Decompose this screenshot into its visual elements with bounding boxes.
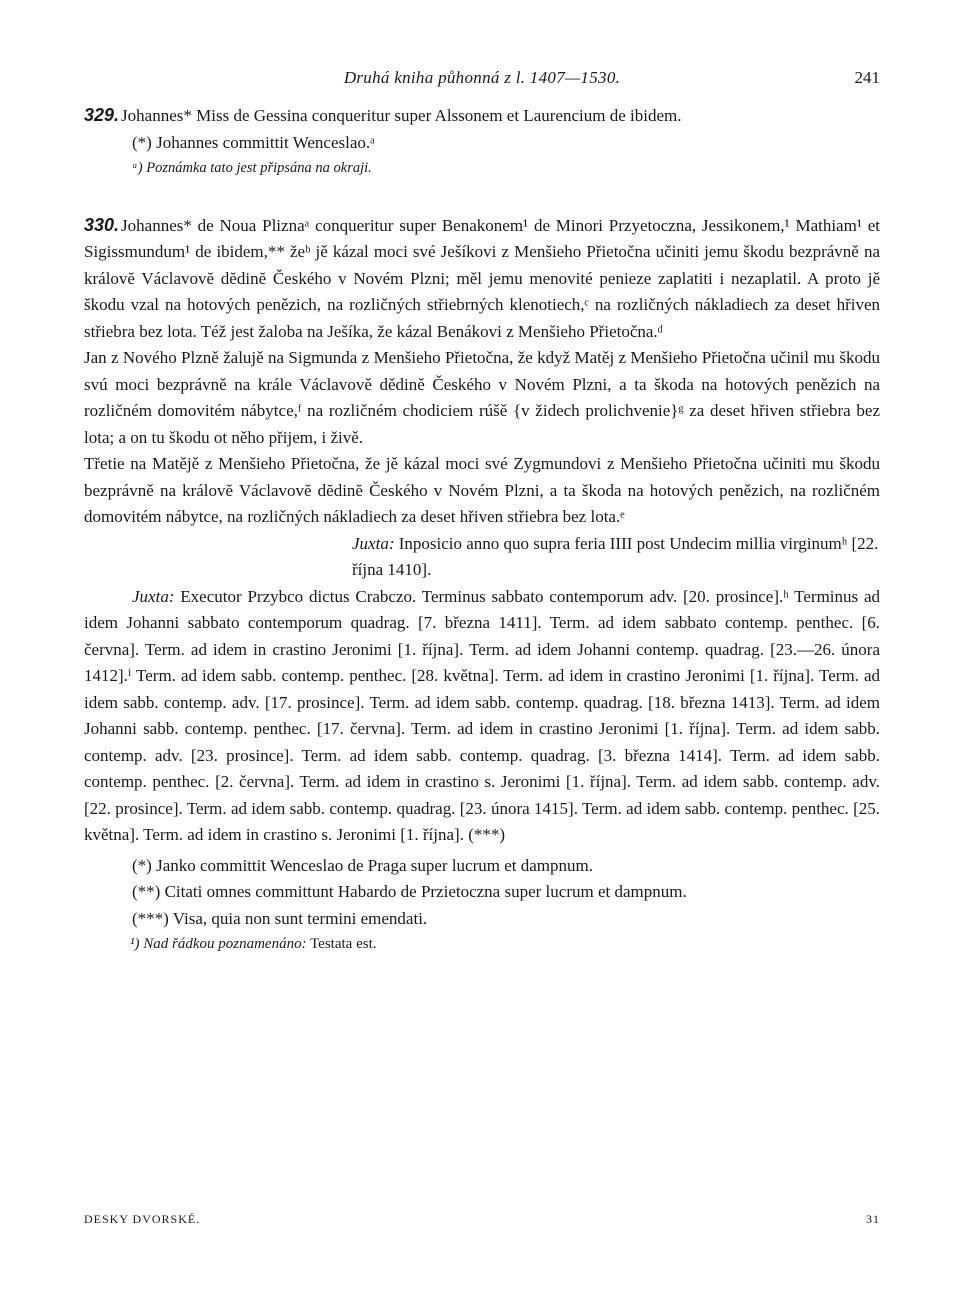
footnote: (**) Citati omnes committunt Habardo de Przietoczna super lucrum et dampnum.: [132, 882, 687, 901]
juxta-text: Inposicio anno quo supra feria IIII post Undecim millia virginumʰ [22. října 1410].: [352, 533, 879, 579]
footnote-text: Testata est.: [310, 936, 377, 952]
entry-paragraph: Jan z Nového Plzně žalujě na Sigmunda z Menšieho Přietočna, že když Matěj z Menšieho Přietočna učinil mu škodu svú moci bezprávně na krále Václavově dědině Českého v Novém Plzni, a ta škoda na hotových penězich na rozličném domovitém nábytce,ᶠ na rozličném chodiciem rúšě {v židech prolichvenie}ᵍ za deset hřiven střiebra bez lota; a on tu škodu ot něho přijem, i živě.: [84, 348, 880, 447]
footnote: (*) Janko committit Wenceslao de Praga super lucrum et dampnum.: [132, 855, 593, 875]
footnote: (***) Visa, quia non sunt termini emendati.: [132, 908, 428, 928]
entry-paragraph: Johannes* de Noua Pliznaᵃ conqueritur super Benakonem¹ de Minori Przyetoczna, Jessikonem,¹ Mathiam¹ et Sigissmundum¹ de ibidem,** žeᵇ jě kázal moci své Ješíkovi z Menšieho Přietočna učiniti jemu škodu bezprávně na královĕ Václavovĕ dĕdinĕ Českého v Novém Plzni; měl jemu menovité penieze zaplatiti i nezaplatil. A proto jě škodu vzal na hotových penězich, na rozličných střiebrných klenotiech,ᶜ na rozličných nákladiech za deset hřiven střiebra bez lota. Též jest žaloba na Ješíka, že kázal Benákovi z Menšieho Přietočna.ᵈ: [84, 215, 880, 341]
terms-text: Executor Przybco dictus Crabczo. Terminus sabbato contemporum adv. [20. prosince].ʰ Terminus ad idem Johanni sabbato contemporum quadrag. [7. března 1411]. Term. ad idem sabbato contemp. penthec. [6. června]. Term. ad idem in crastino Jeronimi [1. října]. Term. ad idem Johanni contemp. quadrag. [23.—26. února 1412].ⁱ Term. ad idem sabb. contemp. penthec. [28. května]. Term. ad idem in crastino Jeronimi [1. října]. Term. ad idem sabb. contemp. adv. [17. prosince]. Term. ad idem sabb. contemp. quadrag. [18. března 1413]. Term. ad idem Johanni sabb. contemp. penthec. [17. června]. Term. ad idem in crastino Jeronimi [1. října]. Term. ad idem sabb. contemp. adv. [23. prosince]. Term. ad idem sabb. contemp. quadrag. [3. března 1414]. Term. ad idem sabb. contemp. penthec. [2. června]. Term. ad idem in crastino s. Jeronimi [1. října]. Term. ad idem sabb. contemp. adv. [22. prosince]. Term. ad idem sabb. contemp. quadrag. [23. února 1415]. Term. ad idem sabb. contemp. penthec. [25. května]. Term. ad idem in crastino s. Jeronimi [1. října]. (***): [84, 586, 881, 844]
footer-sheet-number: 31: [866, 1212, 880, 1226]
header-title: Druhá kniha půhonná z l. 1407—1530.: [343, 68, 621, 87]
footnote-label: ¹) Nad řádkou poznamenáno:: [130, 936, 307, 952]
juxta-block: [352, 531, 880, 584]
entry-number: 330.: [84, 214, 120, 235]
juxta-label: Juxta:: [132, 586, 175, 606]
terms-block: [84, 584, 880, 849]
entry-note: (*) Johannes committit Wenceslao.ᵃ: [132, 132, 375, 152]
entry-329: [84, 102, 880, 130]
document-page: [84, 68, 881, 1226]
running-header: [84, 68, 880, 102]
footnotes: [84, 853, 880, 957]
footer-signature: DESKY DVORSKÉ.: [84, 1212, 201, 1226]
juxta-label: Juxta:: [352, 533, 395, 553]
entry-text: Johannes* Miss de Gessina conqueritur super Alssonem et Laurencium de ibidem.: [121, 106, 682, 125]
footnote: [130, 932, 880, 956]
margin-note: ᵃ) Poznámka tato jest připsána na okraji.: [132, 159, 372, 176]
entry-330: [84, 212, 880, 346]
page-number: 241: [854, 68, 880, 87]
entry-paragraph: Třetie na Matějě z Menšieho Přietočna, že jě kázal moci své Zygmundovi z Menšieho Přietočna učiniti mu škodu bezprávně na královĕ Václavovĕ dĕdinĕ Českého v Novém Plzni, a ta škoda na hotových penězich, na rozličném domovitém nábytce, na rozličných nákladiech za deset hřiven střiebra bez lota.ᵉ: [84, 454, 880, 526]
entry-number: 329.: [84, 105, 120, 125]
